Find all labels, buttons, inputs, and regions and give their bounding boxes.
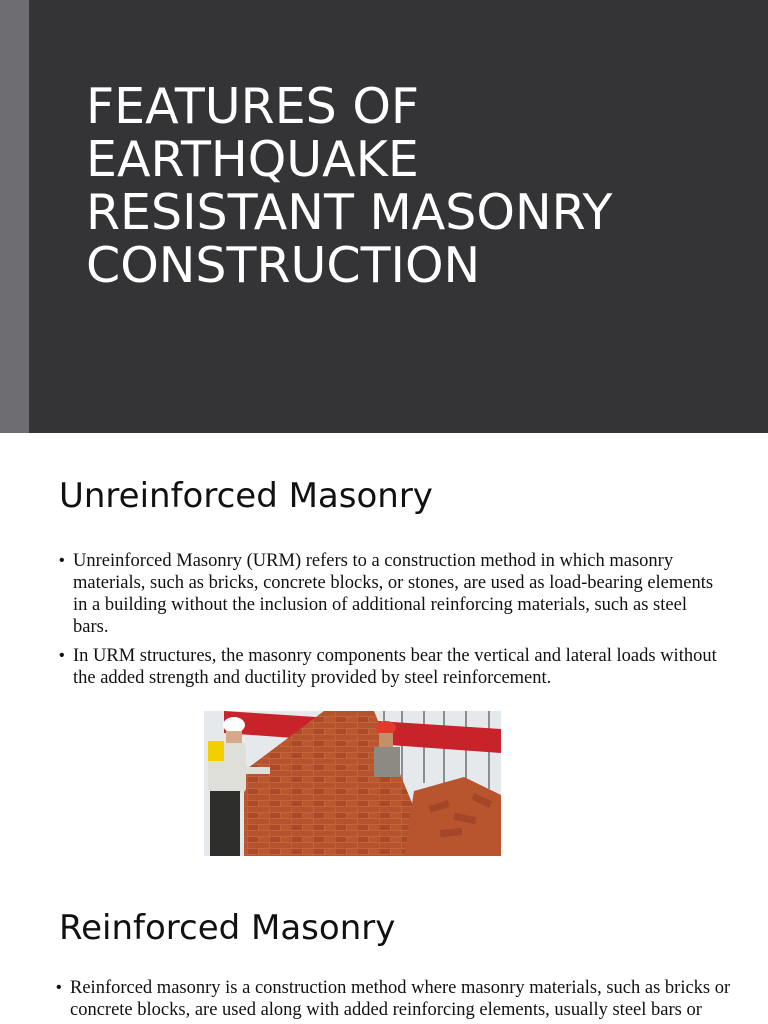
section-heading-reinforced: Reinforced Masonry — [59, 908, 396, 948]
title-line: CONSTRUCTION — [86, 237, 481, 294]
list-item — [59, 645, 719, 689]
section-heading-unreinforced: Unreinforced Masonry — [59, 476, 433, 516]
bullet-text: Unreinforced Masonry (URM) refers to a construction method in which masonry materials, such as bricks, concrete blocks, or stones, are used as load-bearing elements in a building without the inclusion of additional reinforcing materials, such as steel bars. — [73, 551, 714, 637]
urm-bullet-list — [59, 550, 719, 689]
rm-bullet-list — [56, 977, 761, 1021]
title-accent-bar — [0, 0, 29, 433]
bullet-icon: • — [59, 552, 65, 569]
slide-title — [86, 80, 746, 292]
bullet-icon: • — [56, 979, 62, 996]
bullet-icon: • — [59, 647, 65, 664]
title-line: EARTHQUAKE — [86, 131, 419, 188]
bricklaying-photo — [204, 711, 501, 856]
title-slide — [0, 0, 768, 433]
bullet-text: In URM structures, the masonry components bear the vertical and lateral loads without the added strength and ductility provided by steel reinforcement. — [73, 646, 717, 688]
title-line: RESISTANT MASONRY — [86, 184, 613, 241]
bullet-text: Reinforced masonry is a construction method where masonry materials, such as bricks or concrete blocks, are used along with added reinforcing elements, usually steel bars or — [70, 978, 731, 1020]
list-item — [59, 550, 719, 638]
title-line: FEATURES OF — [86, 78, 420, 135]
list-item — [56, 977, 761, 1021]
